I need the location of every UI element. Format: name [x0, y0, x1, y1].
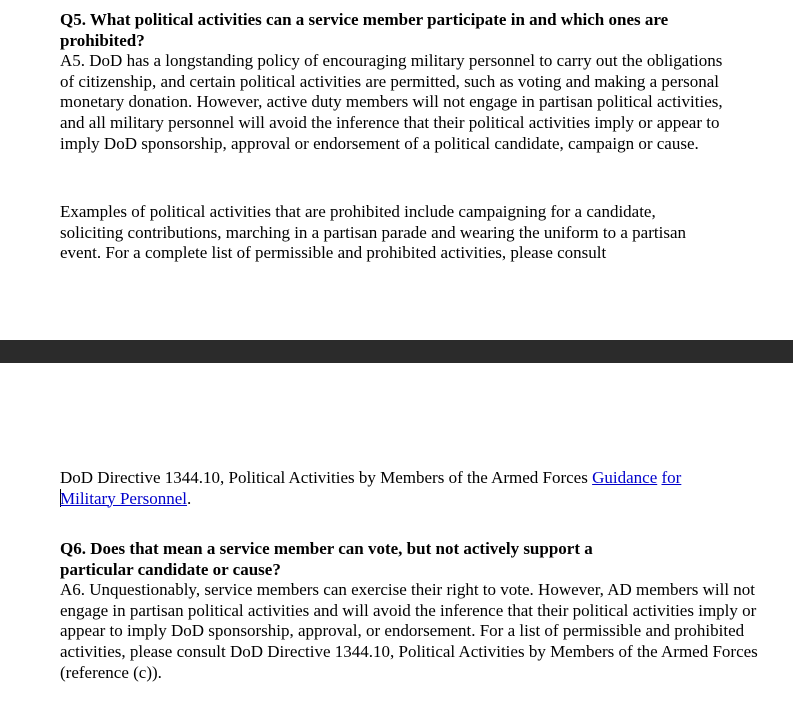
directive-reference-text — [60, 468, 740, 509]
q5-question: Q5. What political activities can a service member participate in and which ones are prohibited? — [60, 10, 669, 50]
guidance-link[interactable]: Guidance — [592, 468, 658, 487]
directive-end: . — [187, 488, 192, 508]
directive-reference — [60, 468, 740, 509]
q6-section — [60, 539, 760, 683]
directive-text: DoD Directive 1344.10, Political Activities by Members of the Armed Forces — [60, 468, 593, 487]
document-page-1 — [0, 0, 793, 340]
for-link[interactable]: for — [661, 468, 682, 487]
q5-section — [60, 10, 740, 154]
q5-examples-paragraph — [60, 202, 720, 264]
document-page-2 — [0, 363, 793, 703]
q6-answer: A6. Unquestionably, service members can exercise their right to vote. However, AD members will not engage in partisan political activities and will avoid the inference that their political activities imply or appear to imply DoD sponsorship, approval, or endorsement. For a list of permissible and prohibited activities, please consult DoD Directive 1344.10, Political Activities by Members of the Armed Forces (reference (c)). — [60, 580, 758, 682]
q5-examples-text: Examples of political activities that are prohibited include campaigning for a candidate, soliciting contributions, marching in a partisan parade and wearing the uniform to a partisan event. For a complete list of permissible and prohibited activities, please consult — [60, 202, 686, 263]
q5-answer: A5. DoD has a longstanding policy of encouraging military personnel to carry out the obligations of citizenship, and certain political activities are permitted, such as voting and making a personal monetary donation. However, active duty members will not engage in partisan political activities, and all military personnel will avoid the inference that their political activities imply or appear to imply DoD sponsorship, approval or endorsement of a political candidate, campaign or cause. — [60, 51, 723, 153]
q6-question: Q6. Does that mean a service member can vote, but not actively support a particular candidate or cause? — [60, 539, 593, 579]
military-personnel-link[interactable]: Military Personnel — [60, 488, 188, 508]
page-separator — [0, 340, 793, 363]
